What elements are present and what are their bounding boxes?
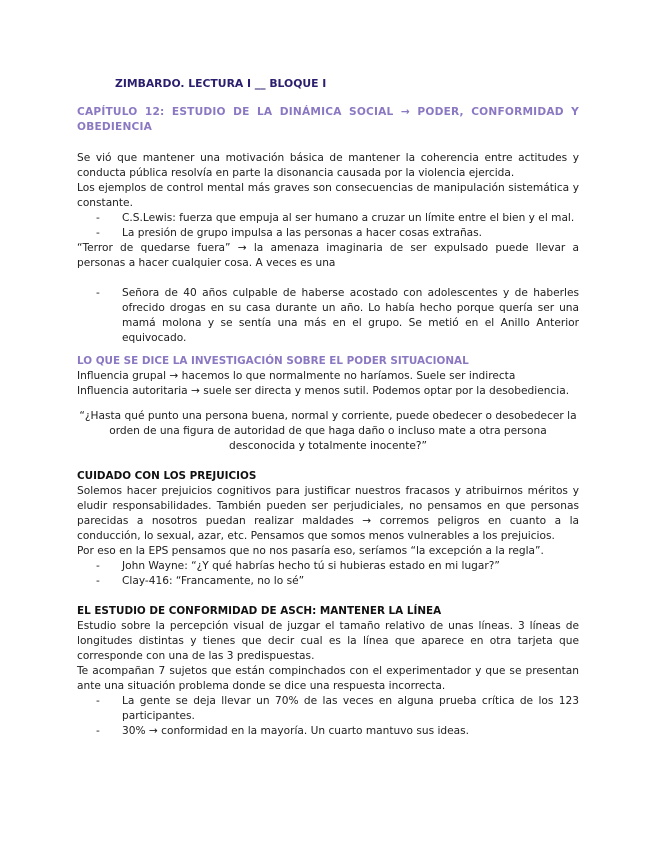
- document-title: ZIMBARDO. LECTURA I __ BLOQUE I: [115, 77, 327, 90]
- dash-marker: -: [96, 287, 100, 299]
- list-item-text: La gente se deja llevar un 70% de las veces en alguna prueba crítica de los 123 participantes.: [122, 695, 579, 722]
- dash-marker: -: [96, 227, 100, 239]
- situational-heading: LO QUE SE DICE LA INVESTIGACIÓN SOBRE EL PODER SITUACIONAL: [77, 355, 469, 367]
- list-item-text: Clay-416: “Francamente, no lo sé”: [122, 575, 305, 587]
- situational-quote: “¿Hasta qué punto una persona buena, normal y corriente, puede obedecer o desobedecer la orden de una figura de autoridad de que haga daño o incluso mate a otra persona desconocida y totalmente inocente?”: [79, 410, 577, 452]
- list-item-text: Señora de 40 años culpable de haberse acostado con adolescentes y de haberles ofrecido drogas en su casa durante un año. Lo había hecho porque quería ser una mamá molona y se sentía una más en el grupo. Se metió en el Anillo Anterior equivocado.: [122, 287, 579, 344]
- dash-marker: -: [96, 695, 100, 707]
- spacer: [77, 589, 579, 604]
- prejudice-paragraph-2: Por eso en la EPS pensamos que no nos pasaría eso, seríamos “la excepción a la regla”.: [77, 545, 544, 557]
- document-page: [77, 76, 579, 739]
- prejudice-bullet-list: [77, 559, 579, 589]
- intro-paragraph-1: Se vió que mantener una motivación básica de mantener la coherencia entre actitudes y conducta pública resolvía en parte la disonancia causada por la violencia ejercida.: [77, 152, 579, 179]
- chapter-title: CAPÍTULO 12: ESTUDIO DE LA DINÁMICA SOCIAL → PODER, CONFORMIDAD Y OBEDIENCIA: [77, 106, 579, 133]
- spacer: [77, 454, 579, 469]
- spacer: [77, 346, 579, 354]
- list-item: [77, 211, 579, 226]
- list-item-text: La presión de grupo impulsa a las personas a hacer cosas extrañas.: [122, 227, 483, 239]
- situational-line-1: Influencia grupal → hacemos lo que normalmente no haríamos. Suele ser indirecta: [77, 370, 516, 382]
- prejudice-heading: CUIDADO CON LOS PREJUICIOS: [77, 470, 257, 482]
- dash-marker: -: [96, 575, 100, 587]
- dash-marker: -: [96, 212, 100, 224]
- intro-paragraph-3: “Terror de quedarse fuera” → la amenaza imaginaria de ser expulsado puede llevar a personas a hacer cualquier cosa. A veces es una: [77, 242, 579, 269]
- intro-bullet-list-2: [77, 286, 579, 346]
- situational-line-2: Influencia autoritaria → suele ser directa y menos sutil. Podemos optar por la desobediencia.: [77, 385, 570, 397]
- asch-paragraph-1: Estudio sobre la percepción visual de juzgar el tamaño relativo de unas líneas. 3 líneas de longitudes distintas y tienes que decir cual es la línea que aparece en otra tarjeta que corresponde con una de las 3 predispuestas.: [77, 620, 579, 662]
- list-item-text: C.S.Lewis: fuerza que empuja al ser humano a cruzar un límite entre el bien y el mal.: [122, 212, 575, 224]
- spacer: [77, 271, 579, 286]
- list-item: [77, 226, 579, 241]
- intro-bullet-list: [77, 211, 579, 241]
- list-item: [77, 694, 579, 724]
- dash-marker: -: [96, 560, 100, 572]
- list-item: [77, 559, 579, 574]
- dash-marker: -: [96, 725, 100, 737]
- intro-paragraph-2: Los ejemplos de control mental más graves son consecuencias de manipulación sistemática y constante.: [77, 182, 579, 209]
- list-item: [77, 724, 579, 739]
- list-item-text: John Wayne: “¿Y qué habrías hecho tú si hubieras estado en mi lugar?”: [122, 560, 500, 572]
- list-item: [77, 574, 579, 589]
- list-item-text: 30% → conformidad en la mayoría. Un cuarto mantuvo sus ideas.: [122, 725, 470, 737]
- prejudice-paragraph-1: Solemos hacer prejuicios cognitivos para justificar nuestros fracasos y atribuirnos méritos y eludir responsabilidades. También pueden ser perjudiciales, no pensamos en que personas parecidas a nosotros puedan realizar maldades → corremos peligros en cuanto a la conducción, lo sexual, azar, etc. Pensamos que somos menos vulnerables a los prejuicios.: [77, 485, 579, 542]
- list-item: [77, 286, 579, 346]
- asch-heading: EL ESTUDIO DE CONFORMIDAD DE ASCH: MANTENER LA LÍNEA: [77, 605, 442, 617]
- asch-bullet-list: [77, 694, 579, 739]
- asch-paragraph-2: Te acompañan 7 sujetos que están compinchados con el experimentador y que se presentan ante una situación problema donde se dice una respuesta incorrecta.: [77, 665, 579, 692]
